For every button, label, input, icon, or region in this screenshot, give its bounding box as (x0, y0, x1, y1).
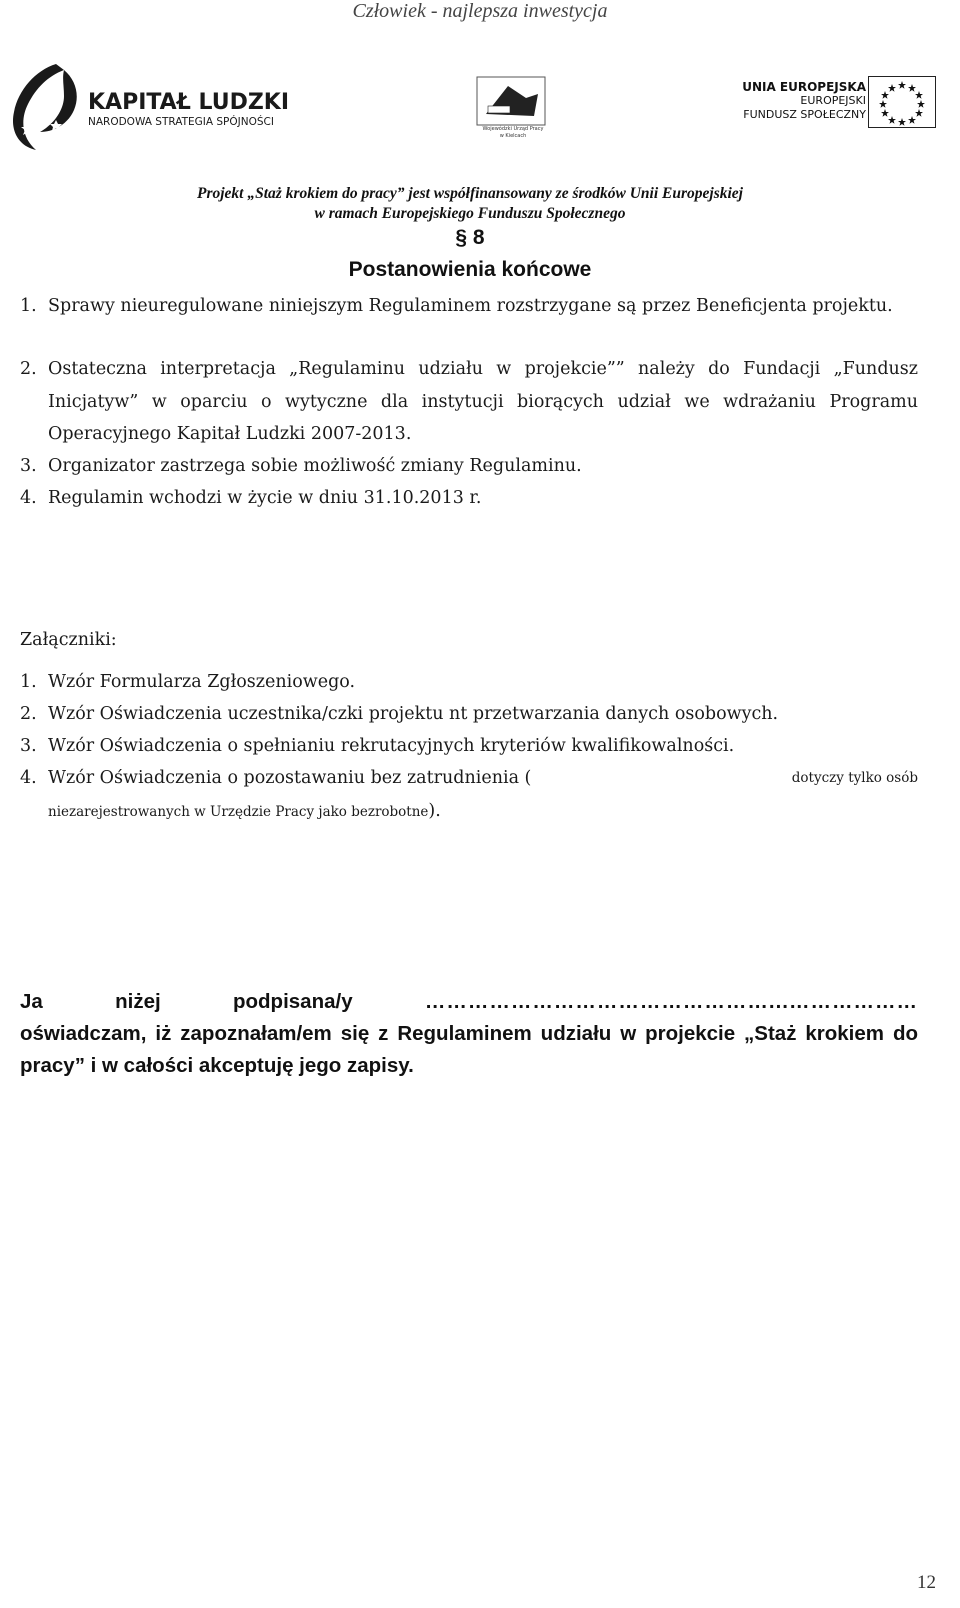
project-line1: Projekt „Staż krokiem do pracy” jest współfinansowany ze środków Unii Europejskiej (197, 185, 743, 202)
wup-logo (462, 72, 564, 142)
kapital-ludzki-emblem-icon (6, 60, 84, 152)
item-text-line1 (48, 762, 918, 795)
page-number: 12 (917, 1572, 936, 1593)
section-title: Postanowienia końcowe (348, 258, 592, 281)
eu-flag-icon (868, 76, 936, 128)
declaration-body: oświadczam, iż zapoznałam/em się z Regulaminem udziału w projekcie „Staż krokiem do pracy” i w całości akceptuję jego zapisy. (20, 1022, 918, 1077)
item-number: 4. (20, 768, 37, 788)
eu-line2: EUROPEJSKI (800, 94, 866, 107)
item-number: 2. (20, 704, 37, 724)
list-item (20, 450, 918, 483)
attachments-title: Załączniki: (20, 630, 117, 650)
declaration-word-nizej: niżej (115, 990, 161, 1013)
wup-emblem-icon (476, 76, 546, 126)
list-item (20, 730, 918, 763)
item-number: 1. (20, 296, 37, 316)
item-text-note-end: niezarejestrowanych w Urzędzie Pracy jako bezrobotne (48, 803, 429, 820)
item-text-main: Wzór Oświadczenia o pozostawaniu bez zatrudnienia ( (48, 768, 532, 788)
kapital-ludzki-title: KAPITAŁ LUDZKI (88, 90, 290, 115)
item-text (20, 762, 918, 828)
project-info (0, 184, 940, 224)
item-number: 4. (20, 488, 37, 508)
eu-line1: UNIA EUROPEJSKA (742, 80, 866, 94)
list-item (20, 666, 918, 699)
item-text: Regulamin wchodzi w życie w dniu 31.10.2013 r. (48, 488, 482, 508)
list-item (20, 290, 918, 323)
item-number: 3. (20, 456, 37, 476)
project-line2: w ramach Europejskiego Funduszu Społecznego (314, 205, 626, 222)
declaration-line1 (20, 986, 918, 1018)
item-number: 2. (20, 359, 37, 379)
declaration-word-ja: Ja (20, 990, 43, 1013)
item-text-end: ). (428, 800, 441, 821)
list-item (20, 762, 918, 828)
kapital-ludzki-logo (6, 60, 290, 152)
list-item (20, 482, 918, 515)
item-text: Wzór Oświadczenia o spełnianiu rekrutacyjnych kryteriów kwalifikowalności. (48, 736, 735, 756)
header-motto: Człowiek - najlepsza inwestycja (352, 0, 608, 22)
item-text: Wzór Formularza Zgłoszeniowego. (48, 672, 356, 692)
list-item (20, 698, 918, 731)
eu-line3: FUNDUSZ SPOŁECZNY (743, 108, 866, 121)
wup-caption-line1: Wojewódzki Urząd Pracy (482, 126, 544, 132)
item-number: 1. (20, 672, 37, 692)
signature-name-blank: …………………………………………...……………… (424, 990, 918, 1013)
section-number: § 8 (455, 226, 485, 249)
list-item (20, 353, 918, 451)
item-text: Sprawy nieuregulowane niniejszym Regulaminem rozstrzygane są przez Beneficjenta projektu. (48, 296, 893, 316)
item-text-line2 (48, 795, 918, 829)
declaration (20, 986, 918, 1082)
item-text-note-start: dotyczy tylko osób (791, 770, 918, 786)
kapital-ludzki-subtitle: NARODOWA STRATEGIA SPÓJNOŚCI (88, 116, 274, 128)
item-text: Wzór Oświadczenia uczestnika/czki projektu nt przetwarzania danych osobowych. (48, 704, 779, 724)
eu-logo-text (716, 80, 866, 122)
declaration-word-podpisana: podpisana/y (232, 990, 353, 1013)
wup-caption (462, 126, 564, 140)
item-text: Organizator zastrzega sobie możliwość zmiany Regulaminu. (48, 456, 582, 476)
item-text: Ostateczna interpretacja „Regulaminu udziału w projekcie”” należy do Fundacji „Fundusz Inicjatyw” w oparciu o wytyczne dla instytucji biorących udział we wdrażaniu Programu Operacyjnego Kapitał Ludzki 2007-2013. (48, 359, 918, 444)
item-number: 3. (20, 736, 37, 756)
wup-caption-line2: w Kielcach (499, 133, 527, 139)
